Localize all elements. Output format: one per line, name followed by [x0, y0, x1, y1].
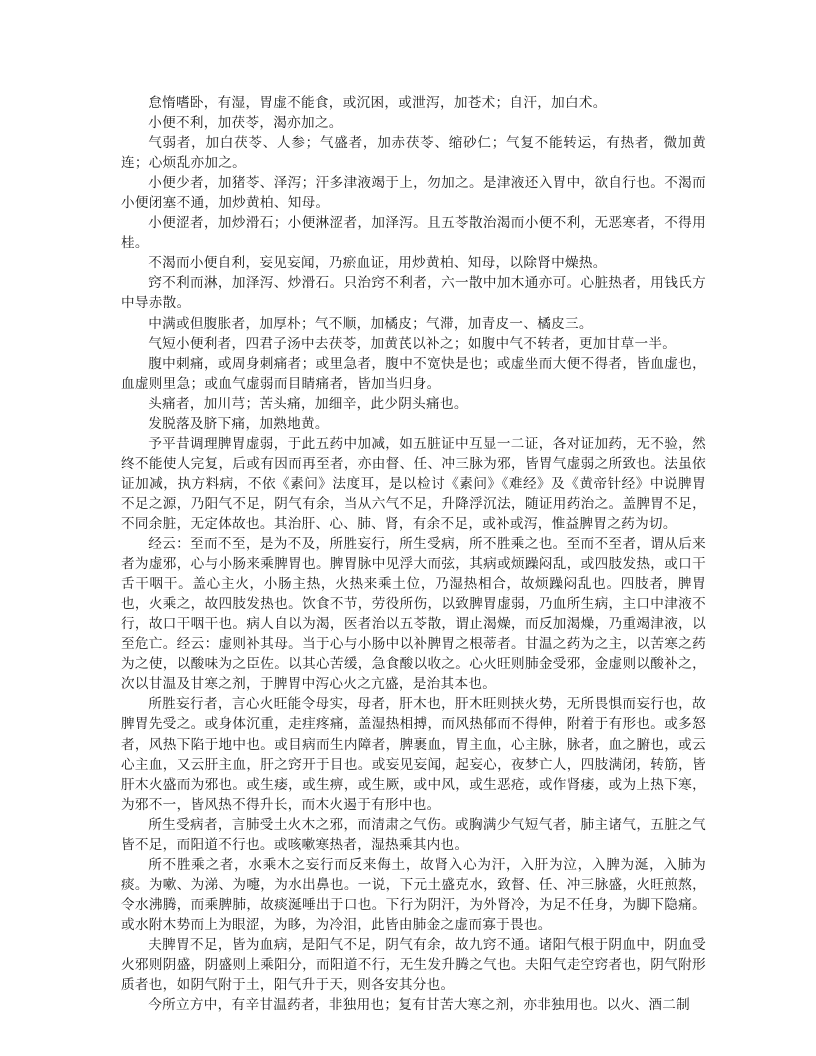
paragraph: 发脱落及脐下痛，加熟地黄。	[148, 415, 329, 432]
paragraph: 腹中刺痛，或周身刺痛者；或里急者，腹中不宽快是也；或虚坐而大便不得者，皆血虚也，血虚则里急；或血气虚弱而目睛痛者，皆加当归身。	[121, 355, 706, 392]
paragraph: 所胜妄行者，言心火旺能令母实，母者，肝木也，肝木旺则挟火势，无所畏惧而妄行也，故脾胃先受之。或身体沉重，走疰疼痛，盖湿热相搏，而风热郁而不得伸，附着于有形也。或多怒者，风热下陷于地中也。或目病而生内障者，脾裹血，胃主血，心主脉，脉者，血之腑也，或云心主血，又云肝主血，肝之窍开于目也。或妄见妄闻，起妄心，夜梦亡人，四肢满闭，转筋，皆肝木火盛而为邪也。或生痿，或生痹，或生厥，或中风，或生恶疮，或作肾痿，或为上热下寒，为邪不一，皆风热不得升长，而木火遏于有形中也。	[121, 696, 706, 813]
paragraph: 夫脾胃不足，皆为血病，是阳气不足，阴气有余，故九窍不通。诸阳气根于阴血中，阴血受火邪则阴盛，阴盛则上乘阳分，而阳道不行，无生发升腾之气也。夫阳气走空窍者也，阴气附形质者也，如阴气附于土，阳气升于天，则各安其分也。	[121, 936, 706, 994]
paragraph: 怠惰嗜卧，有湿，胃虚不能食，或沉困，或泄泻，加苍术；自汗，加白术。	[148, 95, 607, 111]
paragraph: 小便涩者，加炒滑石；小便淋涩者，加泽泻。且五苓散治渴而小便不利，无恶寒者，不得用桂。	[121, 215, 706, 252]
paragraph: 小便少者，加猪苓、泽泻；汗多津液竭于上，勿加之。是津液还入胃中，欲自行也。不渴而小便闭塞不通，加炒黄柏、知母。	[121, 175, 706, 212]
paragraph: 气弱者，加白茯苓、人参；气盛者，加赤茯苓、缩砂仁；气复不能转运，有热者，微加黄连；心烦乱亦加之。	[121, 135, 706, 172]
paragraph: 小便不利，加茯苓，渴亦加之。	[148, 115, 343, 132]
paragraph: 中满或但腹胀者，加厚朴；气不顺，加橘皮；气滞，加青皮一、橘皮三。	[148, 315, 593, 332]
paragraph: 窍不利而淋，加泽泻、炒滑石。只治窍不利者，六一散中加木通亦可。心脏热者，用钱氏方中导赤散。	[121, 275, 706, 312]
paragraph: 头痛者，加川芎；苦头痛，加细辛，此少阴头痛也。	[148, 395, 468, 412]
paragraph: 今所立方中，有辛甘温药者，非独用也；复有甘苦大寒之剂，亦非独用也。以火、酒二制	[148, 997, 691, 1014]
paragraph: 所生受病者，言肺受土火木之邪，而清肃之气伤。或胸满少气短气者，肺主诸气，五脏之气皆不足，而阳道不行也。或咳嗽寒热者，湿热乘其内也。	[121, 816, 706, 853]
paragraph: 予平昔调理脾胃虚弱，于此五药中加减，如五脏证中互显一二证，各对证加药，无不验，然终不能使人完复，后或有因而再至者，亦由督、任、冲三脉为邪，皆胃气虚弱之所致也。法虽依证加减，执方料病，不依《素问》法度耳，是以检讨《素问》《难经》及《黄帝针经》中说脾胃不足之源，乃阳气不足，阴气有余，当从六气不足，升降浮沉法，随证用药治之。盖脾胃不足，不同余脏，无定体故也。其治肝、心、肺、肾，有余不足，或补或泻，惟益脾胃之药为切。	[121, 435, 706, 532]
paragraph: 经云：至而不至，是为不及，所胜妄行，所生受病，所不胜乘之也。至而不至者，谓从后来者为虚邪，心与小肠来乘脾胃也。脾胃脉中见浮大而弦，其病或烦躁闷乱，或四肢发热，或口干舌干咽干。盖心主火，小肠主热，火热来乘土位，乃湿热相合，故烦躁闷乱也。四肢者，脾胃也，火乘之，故四肢发热也。饮食不节，劳役所伤，以致脾胃虚弱，乃血所生病，主口中津液不行，故口干咽干也。病人自以为渴，医者治以五苓散，谓止渴燥，而反加渴燥，乃重竭津液，以至危亡。经云：虚则补其母。当于心与小肠中以补脾胃之根蒂者。甘温之药为之主，以苦寒之药为之使，以酸味为之臣佐。以其心苦缓，急食酸以收之。心火旺则肺金受邪，金虚则以酸补之，次以甘温及甘寒之剂，于脾胃中泻心火之亢盛，是治其本也。	[121, 536, 706, 693]
paragraph: 气短小便利者，四君子汤中去茯苓，加黄芪以补之；如腹中气不转者，更加甘草一半。	[148, 335, 677, 352]
paragraph: 所不胜乘之者，水乘木之妄行而反来侮土，故肾入心为汗，入肝为泣，入脾为涎，入肺为痰。为嗽、为涕、为嚏，为水出鼻也。一说，下元土盛克水，致督、任、冲三脉盛，火旺煎熬，令水沸腾，而乘脾肺，故痰涎唾出于口也。下行为阴汗，为外肾冷，为足不任身，为脚下隐痛。或水附木势而上为眼涩，为眵，为冷泪，此皆由肺金之虚而寡于畏也。	[121, 856, 706, 933]
paragraph: 不渴而小便自利，妄见妄闻，乃瘀血证，用炒黄柏、知母，以除肾中燥热。	[148, 255, 607, 272]
